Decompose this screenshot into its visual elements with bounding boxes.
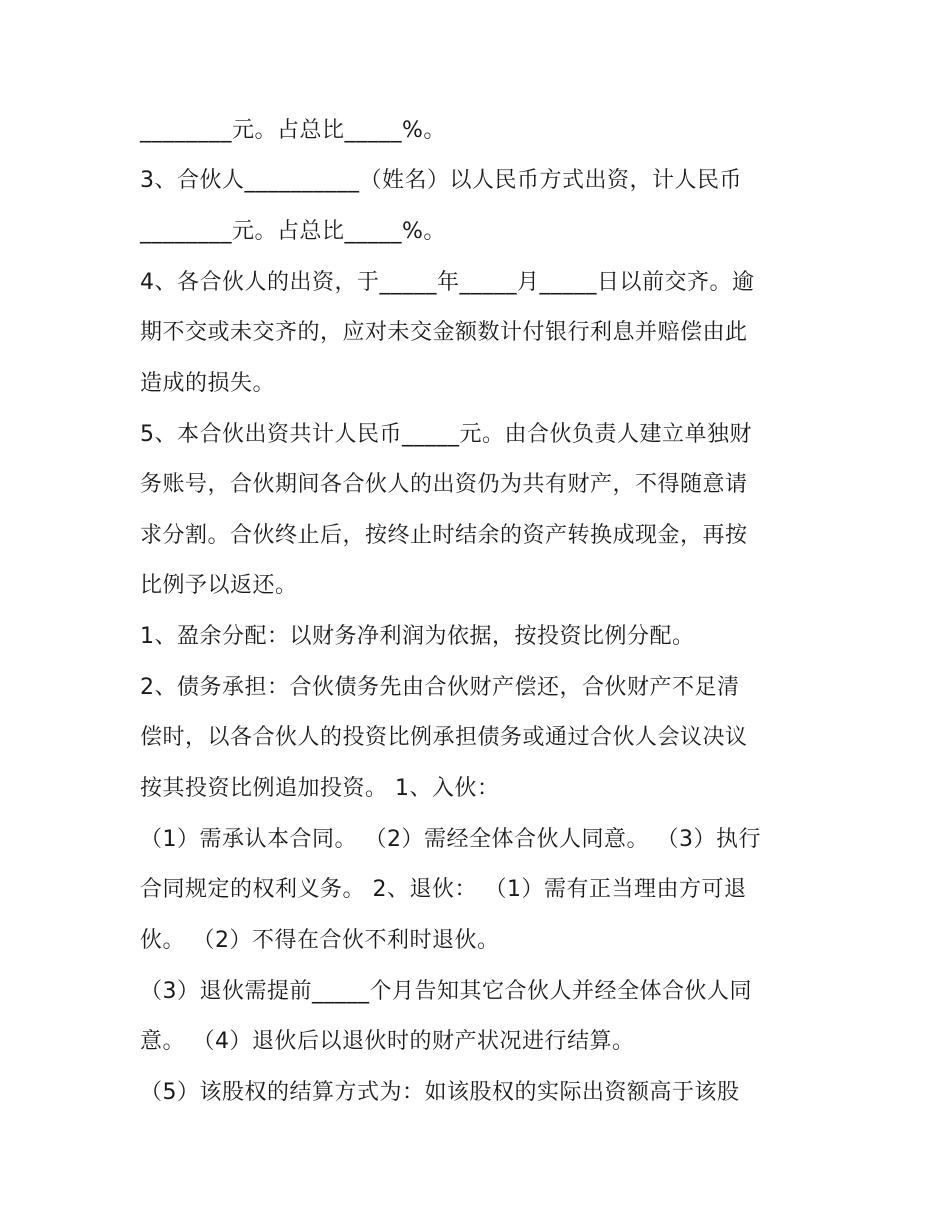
text-line: 1、盈余分配：以财务净利润为依据，按投资比例分配。 xyxy=(140,624,695,649)
text-line: 期不交或未交齐的，应对未交金额数计付银行利息并赔偿由此 xyxy=(140,320,748,345)
text-line: 2、债务承担：合伙债务先由合伙财产偿还，合伙财产不足清 xyxy=(140,675,740,700)
text-line: 按其投资比例追加投资。 1、入伙： xyxy=(140,776,500,801)
text-line: 合同规定的权利义务。 2、退伙： （1）需有正当理由方可退 xyxy=(140,877,747,902)
text-line: 4、各合伙人的出资，于_____年_____月_____日以前交齐。逾 xyxy=(140,270,755,295)
text-line: 5、本合伙出资共计人民币_____元。由合伙负责人建立单独财 xyxy=(140,422,752,447)
text-line: 求分割。合伙终止后，按终止时结余的资产转换成现金，再按 xyxy=(140,523,748,548)
text-line: （1）需承认本合同。 （2）需经全体合伙人同意。 （3）执行 xyxy=(140,827,761,852)
text-line: ________元。占总比_____%。 xyxy=(140,219,446,244)
text-line: 伙。 （2）不得在合伙不利时退伙。 xyxy=(140,928,500,953)
text-line: （5）该股权的结算方式为：如该股权的实际出资额高于该股 xyxy=(140,1080,740,1105)
text-line: 偿时，以各合伙人的投资比例承担债务或通过合伙人会议决议 xyxy=(140,725,748,750)
text-line: 比例予以返还。 xyxy=(140,573,298,598)
text-line: 3、合伙人__________（姓名）以人民币方式出资，计人民币 xyxy=(140,168,742,193)
text-line: 造成的损失。 xyxy=(140,371,276,396)
text-line: （3）退伙需提前_____个月告知其它合伙人并经全体合伙人同 xyxy=(140,979,752,1004)
text-line: ________元。占总比_____%。 xyxy=(140,118,446,143)
text-line: 意。 （4）退伙后以退伙时的财产状况进行结算。 xyxy=(140,1029,635,1054)
text-line: 务账号，合伙期间各合伙人的出资仍为共有财产，不得随意请 xyxy=(140,472,748,497)
